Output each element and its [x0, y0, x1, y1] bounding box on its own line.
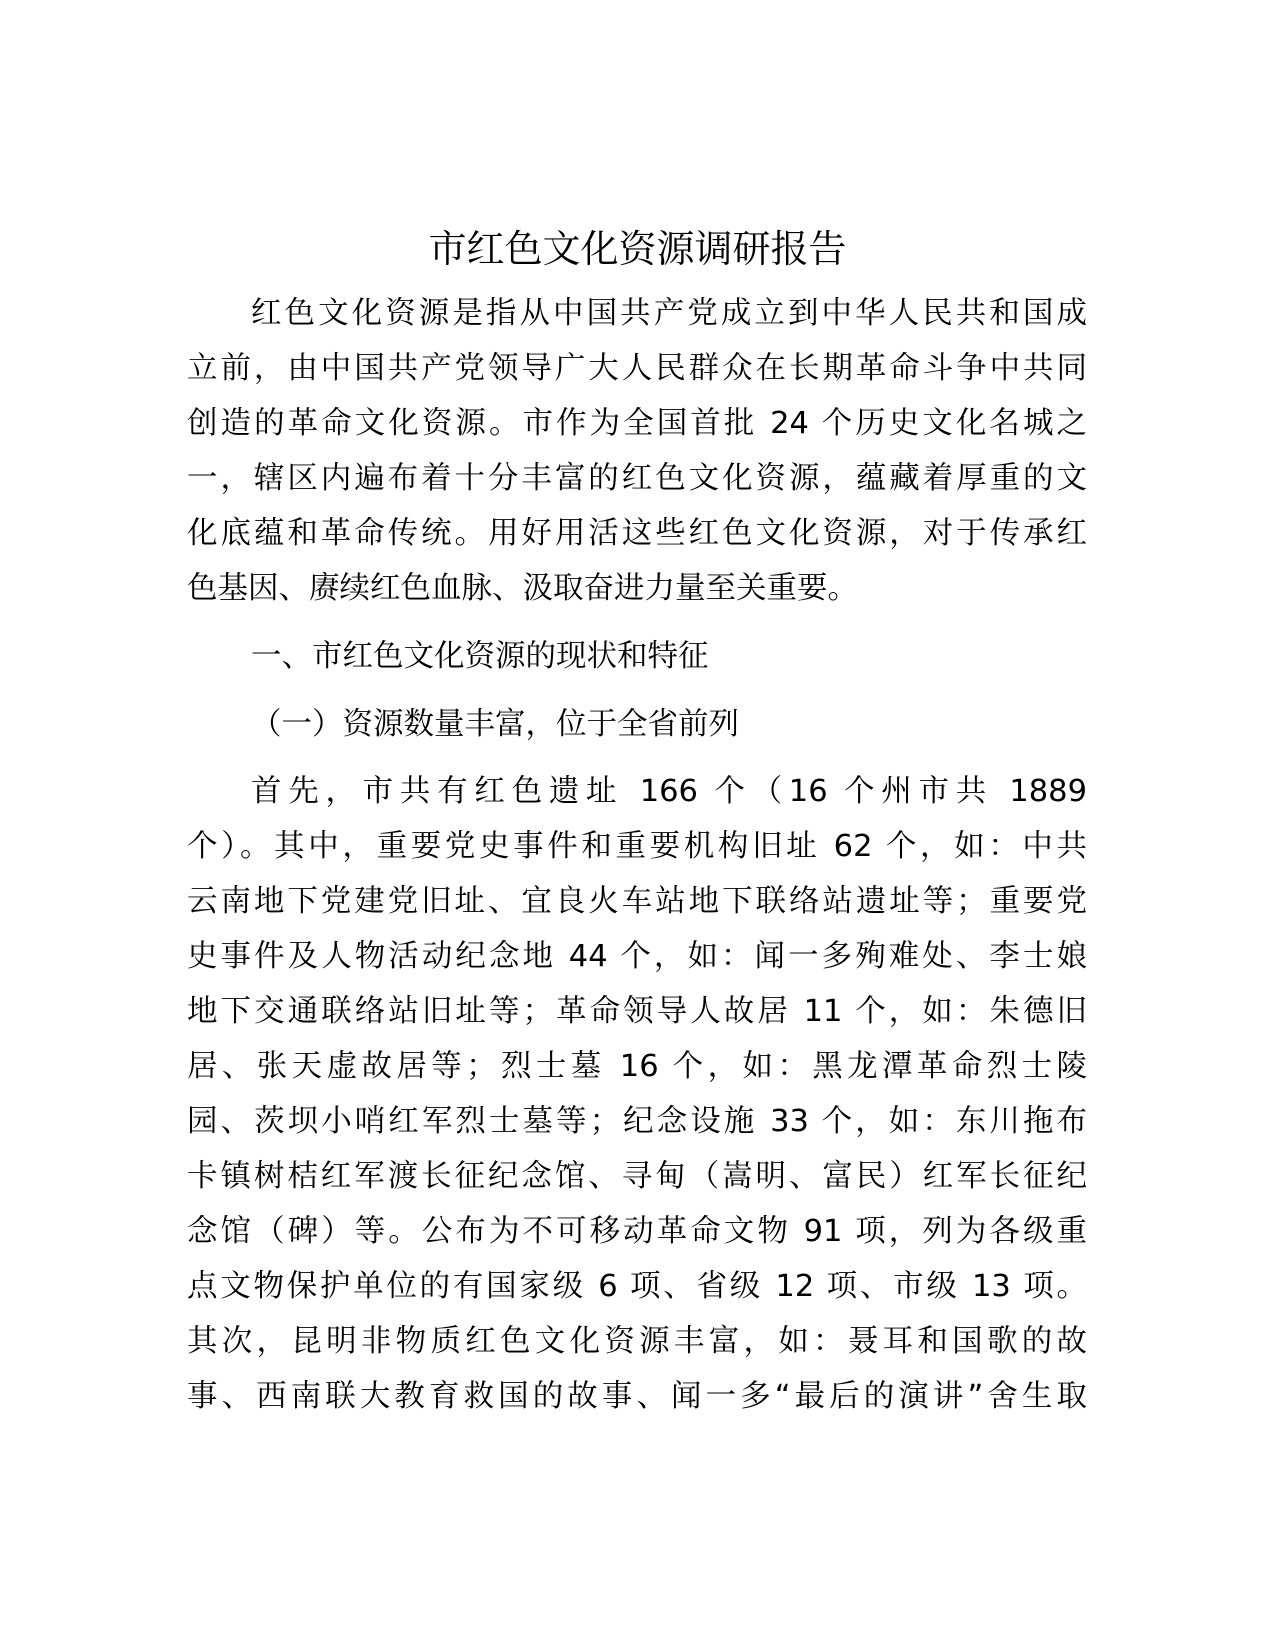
paragraph-line: 居、张天虚故居等；烈士墓 16 个，如：黑龙潭革命烈士陵	[187, 1049, 1087, 1084]
paragraph-line: 一，辖区内遍布着十分丰富的红色文化资源，蕴藏着厚重的文	[187, 461, 1087, 496]
paragraph-line: 立前，由中国共产党领导广大人民群众在长期革命斗争中共同	[187, 351, 1087, 386]
paragraph-line: 卡镇树桔红军渡长征纪念馆、寻甸（嵩明、富民）红军长征纪	[187, 1159, 1087, 1194]
paragraph-line: 色基因、赓续红色血脉、汲取奋进力量至关重要。	[187, 571, 858, 606]
section-heading: 一、市红色文化资源的现状和特征	[251, 639, 709, 674]
paragraph-line: 首先，市共有红色遗址 166 个（16 个州市共 1889	[251, 774, 1087, 809]
paragraph-line: 念馆（碑）等。公布为不可移动革命文物 91 项，列为各级重	[187, 1214, 1087, 1249]
paragraph-line: 史事件及人物活动纪念地 44 个，如：闻一多殉难处、李士娘	[187, 939, 1087, 974]
subsection-heading: （一）资源数量丰富，位于全省前列	[251, 707, 739, 742]
paragraph-line: 红色文化资源是指从中国共产党成立到中华人民共和国成	[251, 296, 1087, 331]
paragraph-line: 云南地下党建党旧址、宜良火车站地下联络站遗址等；重要党	[187, 884, 1087, 919]
paragraph-line: 点文物保护单位的有国家级 6 项、省级 12 项、市级 13 项。	[187, 1269, 1087, 1304]
paragraph-line: 化底蕴和革命传统。用好用活这些红色文化资源，对于传承红	[187, 516, 1087, 551]
paragraph-line: 个）。其中，重要党史事件和重要机构旧址 62 个，如：中共	[187, 829, 1087, 864]
paragraph-line: 其次，昆明非物质红色文化资源丰富，如：聂耳和国歌的故	[187, 1324, 1087, 1359]
document-title: 市红色文化资源调研报告	[428, 227, 847, 271]
paragraph-line: 创造的革命文化资源。市作为全国首批 24 个历史文化名城之	[187, 406, 1087, 441]
paragraph-line: 园、茨坝小哨红军烈士墓等；纪念设施 33 个，如：东川拖布	[187, 1104, 1087, 1139]
paragraph-line: 事、西南联大教育救国的故事、闻一多“最后的演讲”舍生取	[187, 1379, 1087, 1414]
paragraph-line: 地下交通联络站旧址等；革命领导人故居 11 个，如：朱德旧	[187, 994, 1087, 1029]
